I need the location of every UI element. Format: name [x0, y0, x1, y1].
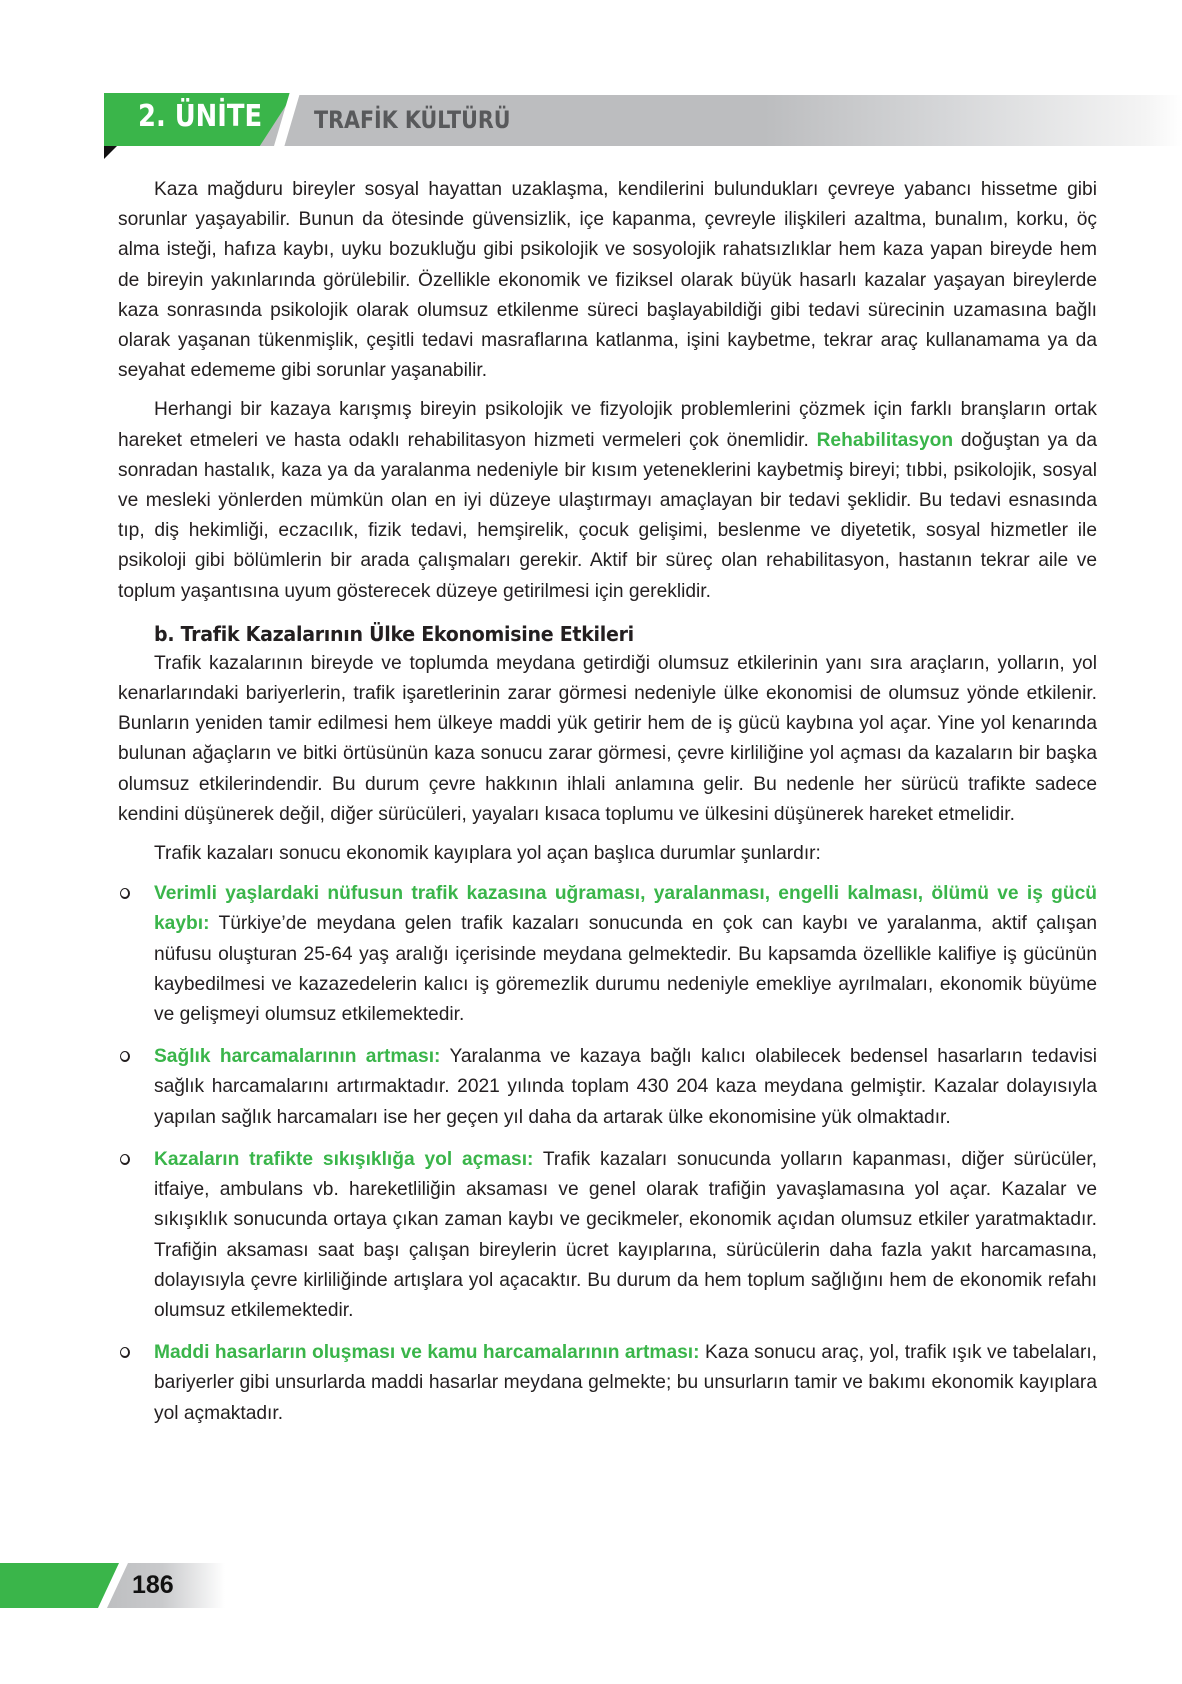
paragraph-2	[118, 395, 1097, 606]
page-footer	[0, 1563, 240, 1608]
list-item	[118, 879, 1097, 1030]
list-item-term: Sağlık harcamalarının artması:	[154, 1046, 441, 1068]
circle-bullet-icon	[120, 1347, 130, 1358]
page-number: 186	[132, 1571, 174, 1599]
list-item-text: Türkiye’de meydana gelen trafik kazaları sonucunda en çok can kaybı ve yaralanma, aktif çalışan nüfusu oluşturan 25-64 yaş aralığı içerisinde meydana gelmektedir. Bu kapsamda özellikle kalifiye iş gücünün kaybedilmesi ve kazazedelerin kalıcı iş göremezlik durumu nedeniyle emekliye ayrılmaları, ekonomik büyüme ve gelişmeyi olumsuz etkilemektedir.	[154, 913, 1097, 1026]
list-item-text: Kaza sonucu araç, yol, trafik ışık ve tabelaları, bariyerler gibi unsurlarda maddi hasarlar meydana gelmekte; bu unsurların tamir ve bakımı ekonomik kayıplara yol açmaktadır.	[154, 1342, 1098, 1424]
list-item	[118, 1145, 1097, 1326]
unit-header	[104, 93, 1182, 146]
circle-bullet-icon	[120, 1154, 130, 1165]
list-item-text: Trafik kazaları sonucunda yolların kapanması, diğer sürücüler, itfaiye, ambulans vb. hareketliliğin aksaması ve genel olarak trafiğin yavaşlamasına yol açar. Kazalar ve sıkışıklık sonucunda ortaya çıkan zaman kaybı ve gecikmeler, ekonomik açıdan olumsuz etkiler yaratmaktadır. Trafiğin aksaması saat başı çalışan bireylerin ücret kayıplarına, sürücülerin daha fazla yakıt harcamasına, dolayısıyla çevre kirliliğinde artışlara yol açacaktır. Bu durum da hem toplum sağlığını hem de ekonomik refahı olumsuz etkilemektedir.	[154, 1148, 1097, 1321]
unit-title: TRAFİK KÜLTÜRÜ	[314, 106, 511, 134]
list-item-term: Kazaların trafikte sıkışıklığa yol açması:	[154, 1148, 534, 1170]
rehabilitation-term: Rehabilitasyon	[816, 429, 954, 451]
paragraph-4: Trafik kazaları sonucu ekonomik kayıplara yol açan başlıca durumlar şunlardır:	[154, 843, 821, 865]
circle-bullet-icon	[120, 888, 130, 899]
list-item-term: Verimli yaşlardaki nüfusun trafik kazasına uğraması, yaralanması, engelli kalması, ölümü ve iş gücü kaybı:	[154, 883, 1097, 935]
unit-label: 2. ÜNİTE	[138, 99, 263, 134]
paragraph-2-end: doğuştan ya da sonradan hastalık, kaza ya da yaralanma nedeniyle bir kısım yeteneklerini kaybetmiş bireyi; tıbbi, psikolojik, sosyal ve mesleki yönlerden mümkün olan en iyi düzeye ulaştırmayı amaçlayan bir tedavi şeklidir. Bu tedavi esnasında tıp, diş hekimliği, eczacılık, fizik tedavi, hemşirelik, çocuk gelişimi, beslenme ve diyetetik, sosyal hizmetler ile psikoloji gibi bölümlerin bir arada çalışmaları gerekir. Aktif bir süreç olan rehabilitasyon, hastanın tekrar aile ve toplum yaşantısına uyum gösterecek düzeye getirilmesi için gereklidir.	[118, 429, 1097, 602]
header-corner-fold	[104, 146, 117, 159]
list-item-term: Maddi hasarların oluşması ve kamu harcamalarının artması:	[154, 1342, 700, 1364]
section-heading: b. Trafik Kazalarının Ülke Ekonomisine Etkileri	[154, 621, 634, 646]
economic-loss-list	[118, 879, 1097, 1428]
list-item	[118, 1338, 1097, 1429]
paragraph-1: Kaza mağduru bireyler sosyal hayattan uzaklaşma, kendilerini bulundukları çevreye yabancı hissetme gibi sorunlar yaşayabilir. Bunun da ötesinde güvensizlik, içe kapanma, çevreyle ilişkileri azaltma, bunalım, korku, öç alma isteği, hafıza kaybı, uyku bozukluğu gibi psikolojik ve sosyolojik rahatsızlıklar hem kaza yapan bireyde hem de bireyin yakınlarında görülebilir. Özellikle ekonomik ve fiziksel olarak büyük hasarlı kazalar yaşayan bireylerde kaza sonrasında psikolojik olarak olumsuz etkilenme süreci başlayabildiği gibi tedavi sürecinin uzamasına bağlı olarak yaşanan tükenmişlik, çeşitli tedavi masraflarına katlanma, işini kaybetme, tekrar araç kullanamama ya da seyahat edememe gibi sorunlar yaşanabilir.	[118, 179, 1097, 382]
list-item	[118, 1042, 1097, 1133]
circle-bullet-icon	[120, 1051, 130, 1062]
list-item-text: Yaralanma ve kazaya bağlı kalıcı olabilecek bedensel hasarların tedavisi sağlık harcamalarını artırmaktadır. 2021 yılında toplam 430 204 kaza meydana gelmiştir. Kazalar dolayısıyla yapılan sağlık harcamaları ise her geçen yıl daha da artarak ülke ekonomisine yük olmaktadır.	[154, 1046, 1097, 1128]
paragraph-3: Trafik kazalarının bireyde ve toplumda meydana getirdiği olumsuz etkilerinin yanı sıra araçların, yolların, yol kenarlarındaki bariyerlerin, trafik işaretlerinin zarar görmesi nedeniyle ülke ekonomisi de olumsuz yönde etkilenir. Bunların yeniden tamir edilmesi hem ülkeye maddi yük getirir hem de iş gücü kaybına yol açar. Yine yol kenarında bulunan ağaçların ve bitki örtüsünün kaza sonucu zarar görmesi, çevre kirliliğine yol açması da kazaların bir başka olumsuz etkilerindendir. Bu durum çevre hakkının ihlali anlamına gelir. Bu nedenle her sürücü trafikte sadece kendini düşünerek değil, diğer sürücüleri, yayaları kısaca toplumu ve ülkesini düşünerek hareket etmelidir.	[118, 652, 1097, 825]
paragraph-2-start: Herhangi bir kazaya karışmış bireyin psikolojik ve fizyolojik problemlerini çözmek için farklı branşların ortak hareket etmeleri ve hasta odaklı rehabilitasyon hizmeti vermeleri çok önemlidir.	[118, 399, 1097, 451]
page-content	[118, 175, 1097, 1429]
